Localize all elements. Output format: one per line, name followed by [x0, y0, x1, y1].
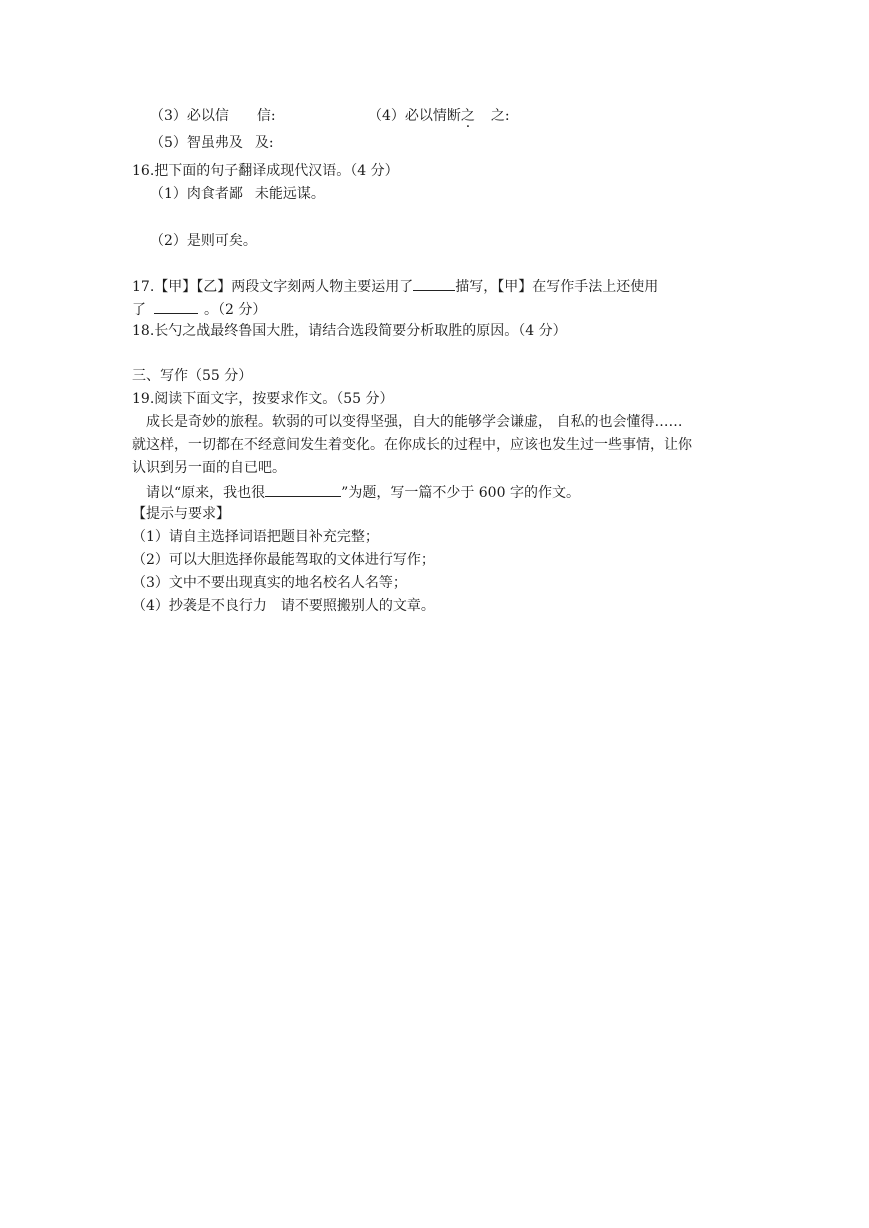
q15-item5 — [150, 134, 274, 152]
q16-sentence-1-part-b: 未能远谋。 — [254, 186, 325, 202]
q17-line-1 — [132, 276, 658, 296]
q15-item4-answer-label: 之: — [490, 108, 510, 124]
q19-tips-heading: 【提示与要求】 — [132, 506, 230, 522]
q17-line-2-part-b: 。（2 分） — [204, 302, 267, 318]
q16-sentence-1 — [150, 185, 325, 203]
q17-blank-1[interactable] — [413, 276, 455, 291]
q19-title: 19.阅读下面文字，按要求作文。（55 分） — [132, 391, 394, 407]
q17-blank-2[interactable] — [154, 299, 198, 314]
q15-item4-label: （4）必以情断 — [368, 108, 461, 124]
q19-para-line-1: 成长是奇妙的旅程。软弱的可以变得坚强，自大的能够学会谦虚， 自私的也会懂得…… — [146, 414, 683, 430]
q19-tip-3: （3）文中不要出现真实的地名校名人名等； — [132, 575, 407, 591]
q15-item3-answer-label: 信: — [256, 108, 276, 124]
q19-title-blank[interactable] — [265, 482, 341, 497]
q16-sentence-1-part-a: （1）肉食者鄙 — [150, 186, 243, 202]
q15-item5-answer-label: 及: — [254, 135, 274, 151]
q19-tip-4-part-a: （4）抄袭是不良行力 — [132, 598, 267, 614]
q17-line-2 — [132, 299, 266, 319]
q19-tip-2: （2）可以大胆选择你最能驾取的文体进行写作； — [132, 552, 435, 568]
q15-item3-label: （3）必以信 — [150, 108, 229, 124]
q19-prompt-part-a: 请以“原来，我也很 — [146, 485, 266, 501]
q17-line-1-part-b: 描写，【甲】在写作手法上还使用 — [455, 279, 659, 295]
q19-prompt-part-b: ”为题，写一篇不少于 600 字的作文。 — [341, 485, 580, 501]
q19-prompt — [146, 482, 580, 502]
q15-item3 — [150, 107, 276, 125]
section-3-heading: 三、写作（55 分） — [132, 368, 253, 384]
q15-item5-label: （5）智虽弗及 — [150, 135, 243, 151]
q19-para-line-3: 认识到另一面的自已吧。 — [132, 460, 286, 476]
q19-tip-1: （1）请自主选择词语把题目补充完整； — [132, 529, 379, 545]
q16-sentence-2: （2）是则可矣。 — [150, 233, 257, 249]
q17-line-1-part-a: 17.【甲】【乙】两段文字刻两人物主要运用了 — [132, 279, 414, 295]
q16-title: 16.把下面的句子翻译成现代汉语。（4 分） — [132, 163, 399, 179]
q19-para-line-2: 就这样，一切都在不经意间发生着变化。在你成长的过程中，应该也发生过一些事情，让你 — [132, 437, 692, 453]
q18-text: 18.长勺之战最终鲁国大胜，请结合选段简要分析取胜的原因。（4 分） — [132, 323, 567, 339]
q15-item4 — [368, 107, 510, 125]
q15-item4-dotted-char: 之 — [460, 108, 475, 124]
q19-tip-4 — [132, 597, 435, 615]
q19-tip-4-part-b: 请不要照搬别人的文章。 — [280, 598, 435, 614]
q17-line-2-part-a: 了 — [132, 302, 146, 318]
